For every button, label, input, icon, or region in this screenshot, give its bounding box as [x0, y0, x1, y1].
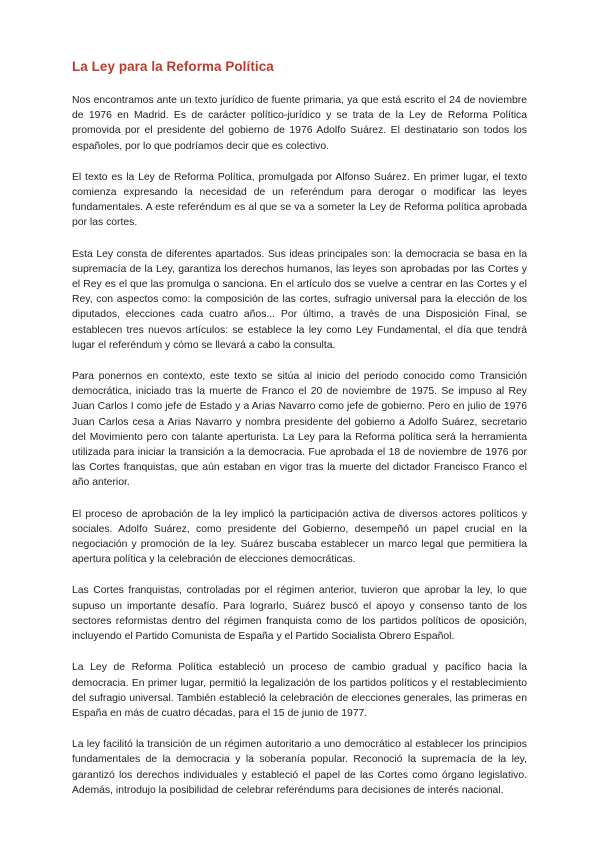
- paragraph-6: Las Cortes franquistas, controladas por el régimen anterior, tuvieron que aprobar la ley, lo que supuso un importante desafío. Para lograrlo, Suárez buscó el apoyo y consenso tanto de los sectores reformistas dentro del régimen franquista como de los partidos políticos de oposición, incluyendo el Partido Comunista de España y el Partido Socialista Obrero Español.: [72, 585, 527, 643]
- paragraph-5: El proceso de aprobación de la ley implicó la participación activa de diversos actores políticos y sociales. Adolfo Suárez, como presidente del Gobierno, desempeñó un papel crucial en la negociación y promoción de la ley. Suárez buscaba establecer un marco legal que permitiera la apertura política y la celebración de elecciones democráticas.: [72, 508, 527, 566]
- document-page: [72, 58, 527, 814]
- paragraph-8: La ley facilitó la transición de un régimen autoritario a uno democrático al establecer los principios fundamentales de la democracia y la soberanía popular. Reconoció la supremacía de la ley, garantizó los derechos individuales y estableció el papel de las Cortes como órgano legislativo. Además, introdujo la posibilidad de celebrar referéndums para decisiones de interés nacional.: [72, 739, 527, 796]
- paragraph-4: Para ponernos en contexto, este texto se sitúa al inicio del periodo conocido como Transición democrática, iniciado tras la muerte de Franco el 20 de noviembre de 1975. Se impuso al Rey Juan Carlos I como jefe de Estado y a Arias Navarro como jefe de gobierno. Pero en julio de 1976 Juan Carlos cesa a Arias Navarro y nombra presidente del gobierno a Adolfo Suárez, secretario del Movimiento pero con talante aperturista. La Ley para la Reforma política será la herramienta utilizada para iniciar la transición a la democracia. Fue aprobada el 18 de noviembre de 1976 por las Cortes franquistas, que aún estaban en vigor tras la muerte del dictador Francisco Franco el año anterior.: [72, 371, 527, 489]
- paragraph-2: El texto es la Ley de Reforma Política, promulgada por Alfonso Suárez. En primer lugar, el texto comienza expresando la necesidad de un referéndum para derogar o modificar las leyes fundamentales. A este referéndum es al que se va a someter la Ley de Reforma política aprobada por las cortes.: [72, 171, 527, 229]
- document-title: La Ley para la Reforma Política: [72, 59, 274, 74]
- paragraph-7: La Ley de Reforma Política estableció un proceso de cambio gradual y pacífico hacia la democracia. En primer lugar, permitió la legalización de los partidos políticos y el restablecimiento del sufragio universal. También estableció la celebración de elecciones generales, las primeras en España en más de cuatro décadas, para el 15 de junio de 1977.: [72, 662, 527, 719]
- paragraph-3: Esta Ley consta de diferentes apartados. Sus ideas principales son: la democracia se basa en la supremacía de la Ley, garantiza los derechos humanos, las leyes son aprobadas por las Cortes y el Rey es el que las promulga o sanciona. En el artículo dos se vuelve a centrar en las Cortes y el Rey, con aspectos como: la composición de las cortes, sufragio universal para la elección de los diputados, elecciones cada cuatro años... Por último, a través de una Disposición Final, se establecen tres nuevos artículos: se establece la ley como Ley Fundamental, el día que tendrá lugar el referéndum y cómo se llevará a cabo la consulta.: [72, 248, 527, 351]
- paragraph-1: Nos encontramos ante un texto jurídico de fuente primaria, ya que está escrito el 24 de noviembre de 1976 en Madrid. Es de carácter político-jurídico y se trata de la Ley de Reforma Política promovida por el presidente del gobierno de 1976 Adolfo Suárez. El destinatario son todos los españoles, por lo que podríamos decir que es colectivo.: [72, 95, 527, 152]
